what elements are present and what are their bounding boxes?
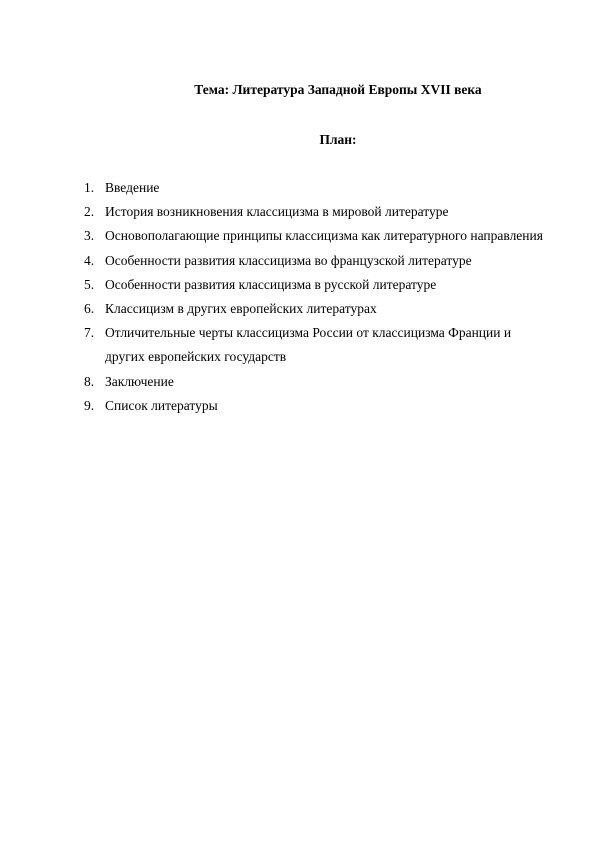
plan-item-number: 3. [84, 228, 95, 244]
plan-item-text: Классицизм в других европейских литературах [105, 301, 377, 317]
page-title: Тема: Литература Западной Европы XVII века [194, 82, 482, 97]
plan-list [84, 176, 544, 418]
plan-item-text: История возникновения классицизма в мировой литературе [105, 204, 449, 220]
plan-item-text: Отличительные черты классицизма России от классицизма Франции и других европейских государств [105, 325, 512, 365]
plan-item-8 [84, 370, 544, 394]
plan-item-text: Основополагающие принципы классицизма как литературного направления [105, 228, 543, 244]
plan-item-text: Заключение [105, 373, 174, 389]
plan-item-5 [84, 273, 544, 297]
plan-item-text: Особенности развития классицизма в русской литературе [105, 276, 437, 292]
plan-item-2 [84, 200, 544, 224]
plan-item-text: Введение [105, 180, 160, 195]
plan-item-number: 6. [84, 301, 95, 317]
plan-item-4 [84, 249, 544, 273]
plan-item-number: 1. [84, 180, 95, 195]
plan-item-number: 9. [84, 397, 95, 413]
plan-item-number: 8. [84, 373, 95, 389]
plan-item-1 [84, 176, 544, 200]
plan-heading: План: [319, 132, 357, 147]
plan-item-text: Особенности развития классицизма во французской литературе [105, 252, 472, 268]
plan-item-number: 4. [84, 252, 95, 268]
plan-item-3 [84, 224, 544, 248]
plan-item-text: Список литературы [105, 397, 218, 413]
plan-item-number: 7. [84, 325, 95, 341]
plan-item-number: 5. [84, 276, 95, 292]
plan-item-9 [84, 394, 544, 418]
plan-item-7 [84, 321, 544, 369]
plan-item-6 [84, 297, 544, 321]
plan-item-number: 2. [84, 204, 95, 220]
